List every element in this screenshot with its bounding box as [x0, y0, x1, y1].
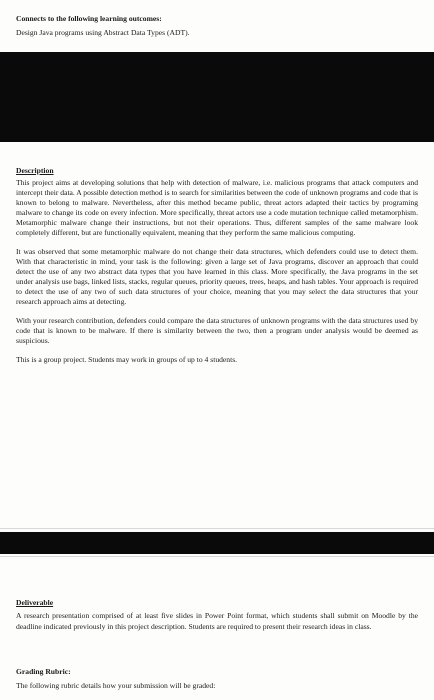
grading-rubric-heading: Grading Rubric: — [16, 667, 71, 676]
learning-outcomes-heading: Connects to the following learning outcomes: — [16, 14, 162, 23]
deliverable-heading: Deliverable — [16, 598, 54, 607]
grading-rubric-section — [16, 667, 418, 691]
description-paragraph-2: It was observed that some metamorphic malware do not change their data structures, which defenders could use to detect them. With that characteristic in mind, your task is the following: given a large set of Java programs, discover an approach that could detect the use of any two abstract data types that you have learned in this class. More specifically, the Java programs in the set under analysis use bags, linked lists, stacks, regular queues, priority queues, trees, heaps, and hash tables. Your approach is required to detect the use of any two of such data structures of your choice, meaning that you may select the data structures that your research approach aims at detecting. — [16, 247, 418, 306]
redacted-region-top — [0, 52, 434, 142]
description-paragraph-4: This is a group project. Students may work in groups of up to 4 students. — [16, 355, 238, 364]
description-section — [16, 166, 418, 365]
deliverable-section — [16, 598, 418, 632]
description-heading: Description — [16, 166, 54, 175]
description-paragraph-3: With your research contribution, defenders could compare the data structures of unknown programs with the data structures used by code that is known to be malware. If there is similarity between the two, then a program under analysis would be deemed as suspicious. — [16, 316, 418, 345]
description-paragraph-1: This project aims at developing solutions that help with detection of malware, i.e. malicious programs that attack computers and intercept their data. A possible detection method is to search for similarities between the code of unknown programs and code that is known to belong to malware. Nevertheless, after this method became public, threat actors adapted their tactics by programing malware to change its code on every infection. More specifically, threat actors use a code mutation technique called metamorphism. Metamorphic malware change their instructions, but not their operations. Thus, different samples of the same malware look completely different, but are functionally equivalent, meaning that they perform the same malicious computing. — [16, 178, 418, 237]
page-break-line-2 — [0, 556, 434, 557]
learning-outcomes-section — [16, 14, 418, 38]
page-break-line — [0, 528, 434, 529]
deliverable-text: A research presentation comprised of at least five slides in Power Point format, which students shall submit on Moodle by the deadline indicated previously in this project description. Students are required to present their research ideas in class. — [16, 611, 418, 631]
learning-outcome-item: Design Java programs using Abstract Data Types (ADT). — [16, 28, 190, 37]
redacted-region-bottom — [0, 532, 434, 554]
grading-rubric-text: The following rubric details how your submission will be graded: — [16, 681, 216, 690]
